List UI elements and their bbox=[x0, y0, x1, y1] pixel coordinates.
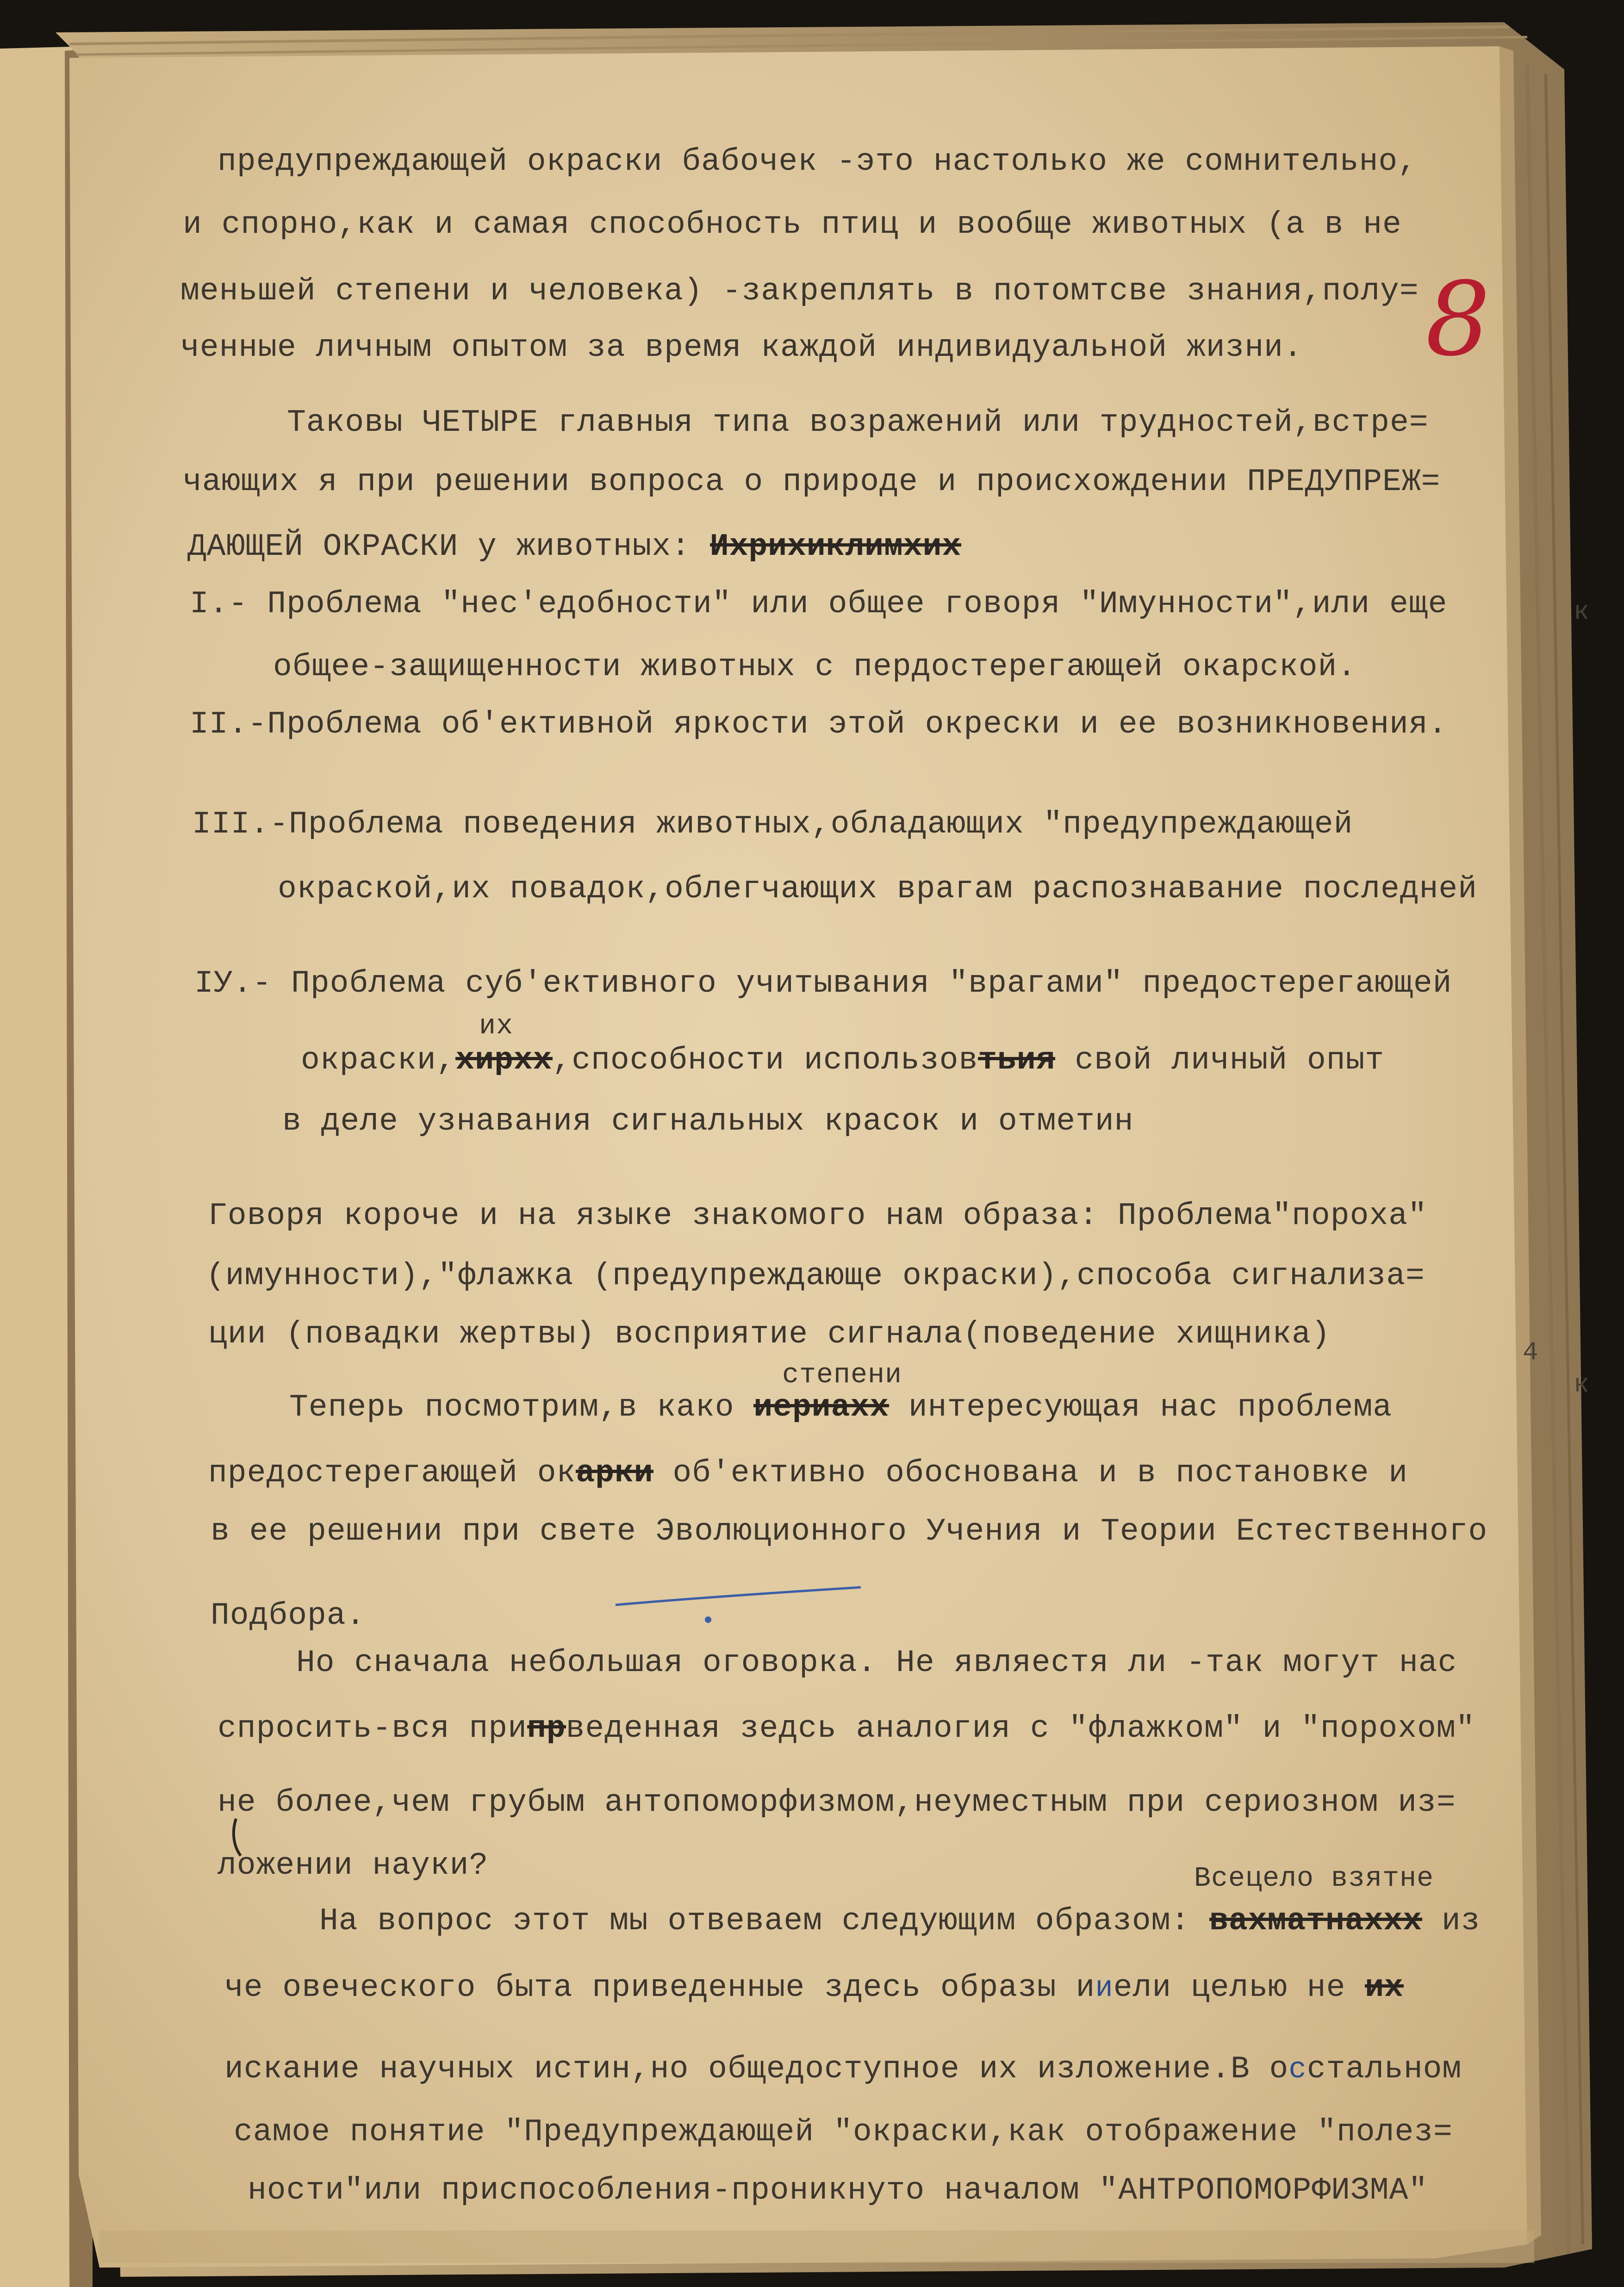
list-item-1-line-2: общее-защищенности животных с пердостерегающей окарской. bbox=[273, 649, 1357, 685]
margin-character: 4 bbox=[1523, 1337, 1538, 1367]
text-line-23: ности"или приспособления-проникнуто началом "АНТРОПОМОРФИЗМА" bbox=[248, 2173, 1428, 2208]
strikethrough-text: иериахх bbox=[753, 1390, 890, 1425]
margin-character: к bbox=[1574, 597, 1589, 627]
list-item-1-line-1: I.- Проблема "нес'едобности" или общее говоря "Имунности",или еще bbox=[190, 586, 1448, 622]
list-item-4-line-1: IУ.- Проблема суб'ективного учитывания "врагами" предостерегающей bbox=[194, 966, 1452, 1001]
text-line-2: и спорно,как и самая способность птиц и вообще животных (а в не bbox=[183, 207, 1402, 242]
text-line-14: Подбора. bbox=[211, 1598, 366, 1634]
text-line-1: предупреждающей окраски бабочек -это настолько же сомнительно, bbox=[218, 144, 1418, 180]
text-line-11: Теперь посмотрим,в како иериахх интересующая нас проблема bbox=[289, 1390, 1393, 1425]
text-line-13: в ее решении при свете Эволюционного Учения и Теории Естественного bbox=[211, 1514, 1488, 1549]
strikethrough-text: хирхх bbox=[455, 1043, 553, 1078]
handwritten-correction: и bbox=[1095, 1972, 1114, 2005]
strikethrough-text: тьия bbox=[978, 1043, 1056, 1078]
text-line-18: ложении науки? bbox=[218, 1848, 489, 1883]
text-line-6: чающих я при решении вопроса о природе и происхождении ПРЕДУПРЕЖ= bbox=[183, 464, 1441, 500]
text-line-21: искание научных истин,но общедоступное их изложение.В осстальном bbox=[224, 2051, 1462, 2087]
list-item-3-line-2: окраской,их повадок,облегчающих врагам распознавание последней bbox=[278, 871, 1478, 907]
text-line-20: че овеческого быта приведенные здесь образы ииели целью не их bbox=[224, 1970, 1404, 2006]
margin-character: к bbox=[1574, 1370, 1589, 1399]
text-line-4: ченные личным опытом за время каждой индивидуальной жизни. bbox=[180, 330, 1303, 366]
strikethrough-text: пр bbox=[527, 1711, 566, 1746]
text-line-9: (имунности),"флажка (предупреждающе окраски),способа сигнализа= bbox=[206, 1258, 1425, 1294]
interlinear-insertion: Всецело взятне bbox=[1194, 1863, 1434, 1895]
text-line-16: спросить-вся припрведенная зедсь аналогия с "флажком" и "порохом" bbox=[218, 1711, 1475, 1746]
text-line-3: меньшей степени и человека) -закреплять в потомтсве знания,полу= bbox=[180, 273, 1419, 309]
interlinear-insertion: степени bbox=[782, 1360, 902, 1391]
handwritten-correction: с bbox=[1288, 2053, 1307, 2087]
text-line-8: Говоря короче и на языке знакомого нам образа: Проблема"пороха" bbox=[208, 1198, 1427, 1234]
text-line-22: самое понятие "Предупреждающей "окраски,как отображение "полез= bbox=[234, 2114, 1453, 2150]
text-line-7: ДАЮЩЕЙ ОКРАСКИ у животных: Ихрихиклимхих bbox=[187, 529, 962, 565]
list-item-2: II.-Проблема об'ективной яркости этой окрески и ее возникновения. bbox=[190, 707, 1448, 742]
strikethrough-text: вахматнаххх bbox=[1209, 1903, 1422, 1939]
strikethrough-text: Ихрихиклимхих bbox=[709, 529, 962, 565]
list-item-3-line-1: III.-Проблема поведения животных,обладающих "предупреждающей bbox=[192, 807, 1353, 842]
text-line-10: ции (повадки жертвы) восприятие сигнала(поведение хищника) bbox=[208, 1317, 1331, 1352]
list-item-4-line-2: окраски,хирхх,способности использовтьия свой личный опыт bbox=[301, 1043, 1385, 1078]
interlinear-insertion: их bbox=[479, 1011, 514, 1042]
page-number: 8 bbox=[1425, 260, 1490, 379]
text-line-15: Но сначала небольшая оговорка. Не являестя ли -так могут нас bbox=[296, 1645, 1457, 1681]
strikethrough-text: арки bbox=[576, 1455, 653, 1491]
list-item-4-line-3: в деле узнавания сигнальных красок и отметин bbox=[282, 1104, 1134, 1139]
text-line-17: не более,чем грубым антопоморфизмом,неуместным при сериозном из= bbox=[218, 1785, 1456, 1821]
text-line-5: Таковы ЧЕТЫРЕ главныя типа возражений или трудностей,встре= bbox=[287, 405, 1429, 441]
text-line-19: На вопрос этот мы отвеваем следующим образом: вахматнаххх из bbox=[319, 1903, 1481, 1939]
text-line-12: предостерегающей окарки об'ективно обоснована и в постановке и bbox=[208, 1455, 1408, 1491]
strikethrough-text: их bbox=[1365, 1970, 1404, 2006]
